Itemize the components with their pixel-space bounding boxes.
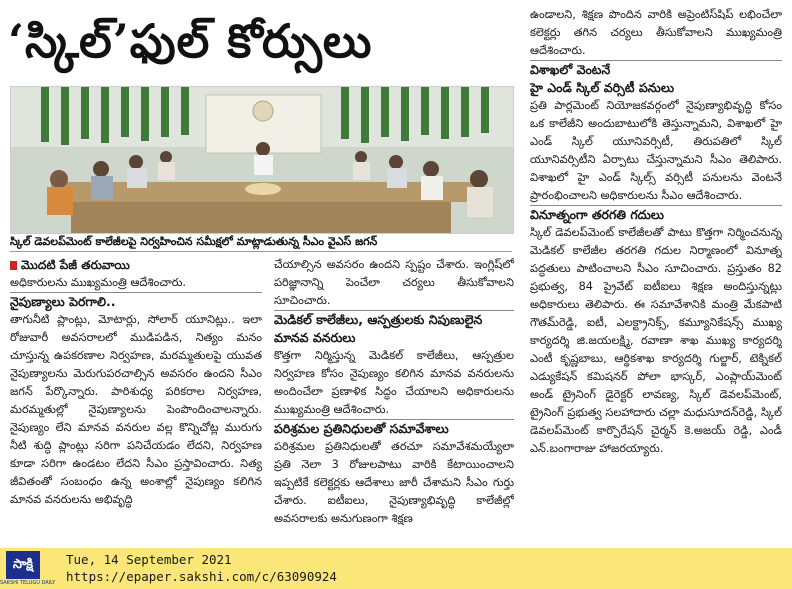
col3-paragraph-2: ప్రతి పార్లమెంట్ నియోజకవర్గంలో నైపుణ్యాభివృద్ధి కోసం ఒక కాలేజీని అందుబాటులోకి తెస్తున్నామని, విశాఖలో హై ఎండ్ స్కిల్ యూనివర్సిటీ, తిరుపతిలో స్కిల్ యూనివర్సిటీని ఏర్పాటు చేస్తున్నామని సీఎం తెలిపారు. విశాఖలో హై ఎండ్ స్కిల్స్ వర్సిటీ పనులను వెంటనే ప్రారంభించాలని అధికారులను సీఎం ఆదేశించారు.: [530, 99, 782, 202]
sakshi-logo: సాక్షి: [6, 551, 40, 579]
col3-paragraph-3: స్కిల్ డెవలప్‌మెంట్ కాలేజీలతో పాటు కొత్తగా నిర్మించనున్న మెడికల్ కాలేజీల తరగతి గదుల నిర్మాణంలో వినూత్న పద్ధతులు పాటించాలని సీఎం సూచించారు. ప్రస్తుతం 82 ప్రభుత్వ, 84 ప్రైవేట్ ఐటీఐలు శిక్షణ అందిస్తున్నట్లు అధికారులు తెలిపారు. ఈ సమావేశానికి మంత్రి మేకపాటి గౌతమ్‌రెడ్డి, ఐటీ, ఎలక్ట్రానిక్స్, కమ్యూనికేషన్స్ ముఖ్య కార్యదర్శి జి.జయలక్ష్మి, రవాణా శాఖ ముఖ్య కార్యదర్శి ఎంటీ కృష్ణబాబు, ఆర్థికశాఖ కార్యదర్శి గుల్జార్, టెక్నికల్ ఎడ్యుకేషన్ కమిషనర్ పోలా భాస్కర్, ఎంప్లాయ్‌మెంట్ అండ్ ట్రైనింగ్ డైరెక్టర్ లావణ్య, స్కిల్ డెవలప్‌మెంట్, ట్రైనింగ్ ప్రభుత్వ సలహాదారు చల్లా మధుసూదన్‌రెడ్డి, స్కిల్ డెవలప్‌మెంట్ కార్పొరేషన్ చైర్మన్ కె.అజయ్ రెడ్డి, ఎండీ ఎన్.బంగారాజు హాజరయ్యారు.: [530, 226, 782, 455]
headline: ‘స్కిల్’ఫుల్ కోర్సులు: [8, 14, 373, 68]
logo-tagline: SAKSHI TELUGU DAILY: [0, 580, 56, 586]
footer-meta: [66, 551, 337, 585]
col1-subheading: నైపుణ్యాలు పెరగాలి..: [10, 294, 116, 309]
column-2: [274, 256, 514, 546]
kicker-text: మొదటి పేజీ తరువాయి: [21, 258, 130, 272]
col3-paragraph-1: ఉండాలని, శిక్షణ పొందిన వారికి అప్రెంటిస్‌షిప్ లభించేలా కలెక్టర్లు తగిన చర్యలు తీసుకోవాలని ముఖ్యమంత్రి ఆదేశించారు.: [530, 8, 782, 57]
red-marker-icon: [10, 261, 17, 270]
column-1: [10, 256, 262, 546]
meeting-photo: [10, 86, 514, 234]
col3-subheading-2: వినూత్నంగా తరగతి గదులు: [530, 207, 664, 222]
col2-paragraph-1: చేయాల్సిన అవసరం ఉందని స్పష్టం చేశారు. ఇంగ్లిష్‌లో పరిజ్ఞానాన్ని పెంచేలా చర్యలు తీసుకోవాలని సూచించారు.: [274, 258, 514, 307]
col2-paragraph-3: పరిశ్రమల ప్రతినిధులతో తరచూ సమావేశమయ్యేలా ప్రతి నెలా 3 రోజులపాటు వారికి కేటాయించాలని ఇప్పటికే కలెక్టర్లకు ఆదేశాలు జారీ చేశామని సీఎం గుర్తు చేశారు. ఐటీఐలు, నైపుణ్యాభివృద్ధి కాలేజీల్లో అవసరాలకు అనుగుణంగా శిక్షణ: [274, 440, 514, 525]
col2-subheading-1: మెడికల్ కాలేజీలు, ఆస్పత్రులకు నిపుణులైన మానవ వనరులు: [274, 312, 483, 345]
col1-paragraph: తాగునీటి ప్లాంట్లు, మోటార్లు, సోలార్ యూనిట్లు.. ఇలా రోజువారీ అవసరాలలో ముడిపడిన, నిత్యం మనం చూస్తున్న ఉపకరణాల నిర్వహణ, మరమ్మతులపై యువత నైపుణ్యాలను మెరుగుపరచాల్సిన అవసరం ఉందని సీఎం జగన్ పేర్కొన్నారు. పారిశుధ్య పరికరాల నిర్వహణ, మరమ్మతుల్లో నైపుణ్యాలను పెంపొందించాలన్నారు. నైపుణ్యం లేని మానవ వనరుల వల్ల కొన్నిచోట్ల మురుగు నీటి శుద్ధి ప్లాంట్లు సరిగా పనిచేయడం లేదని, నిర్వహణ కూడా సరిగా ఉండటం లేదని సీఎం ప్రస్తావించారు. నిత్య జీవితంతో సంబంధం ఉన్న అంశాల్లో నైపుణ్యం కలిగిన మానవ వనరులను అభివృద్ధి: [10, 313, 262, 506]
continued-kicker: [10, 256, 262, 274]
col3-subheading-1b: హై ఎండ్ స్కిల్ వర్సిటీ పనులు: [530, 80, 675, 95]
col2-paragraph-2: కొత్తగా నిర్మిస్తున్న మెడికల్ కాలేజీలు, ఆస్పత్రుల నిర్వహణ కోసం నైపుణ్యం కలిగిన మానవ వనరులను అందించేలా ప్రణాళిక సిద్ధం చేయాలని అధికారులను ముఖ్యమంత్రి ఆదేశించారు.: [274, 349, 514, 416]
col1-intro: అధికారులను ముఖ్యమంత్రి ఆదేశించారు.: [10, 276, 186, 289]
column-3: [530, 6, 782, 546]
photo-caption: స్కిల్ డెవలప్‌మెంట్ కాలేజీలపై నిర్వహించిన సమీక్షలో మాట్లాడుతున్న సీఎం వైఎస్ జగన్: [10, 233, 512, 252]
meeting-photo-illustration: [11, 87, 513, 233]
col3-subheading-1a: విశాఖలో వెంటనే: [530, 62, 611, 77]
edition-date: Tue, 14 September 2021: [66, 552, 232, 567]
col2-subheading-2: పరిశ్రమల ప్రతినిధులతో సమావేశాలు: [274, 421, 449, 436]
epaper-link[interactable]: https://epaper.sakshi.com/c/63090924: [66, 569, 337, 584]
